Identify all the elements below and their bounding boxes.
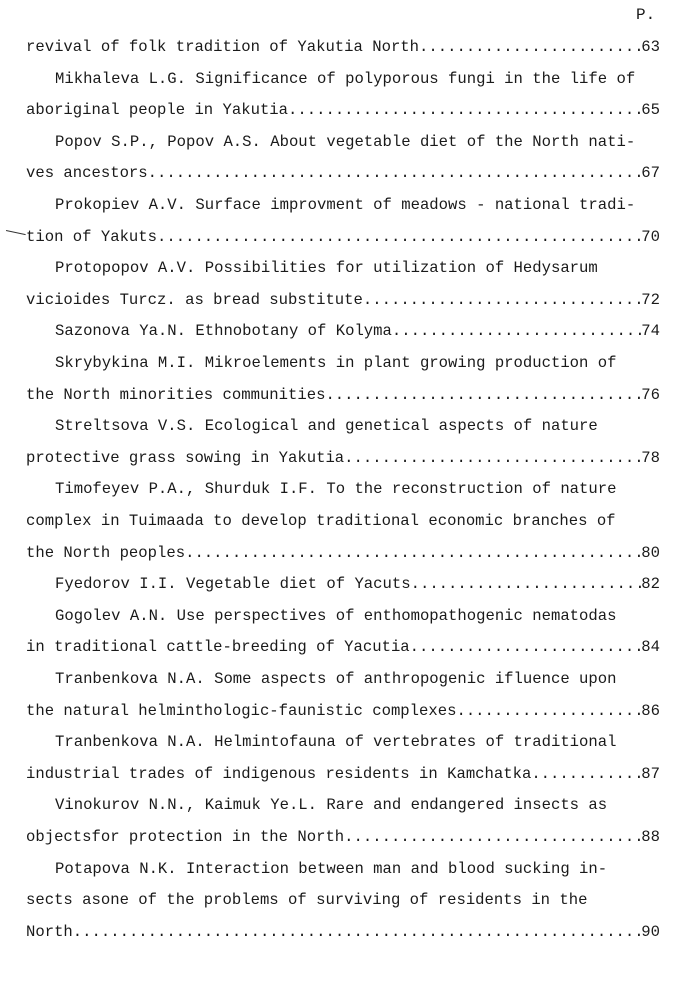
entry-text: Fyedorov I.I. Vegetable diet of Yacuts bbox=[55, 575, 411, 594]
entry-text: Potapova N.K. Interaction between man and blood sucking in- bbox=[55, 859, 608, 878]
page-number: 72 bbox=[641, 290, 660, 309]
entry-text: Gogolev A.N. Use perspectives of enthomopathogenic nematodas bbox=[55, 606, 617, 625]
entry-text: Timofeyev P.A., Shurduk I.F. To the reconstruction of nature bbox=[55, 480, 617, 499]
dot-leader bbox=[148, 158, 642, 188]
toc-entry-line bbox=[55, 127, 660, 157]
entry-text: Streltsova V.S. Ecological and genetical aspects of nature bbox=[55, 417, 598, 436]
entry-text: Popov S.P., Popov A.S. About vegetable diet of the North nati- bbox=[55, 132, 636, 151]
toc-entry-line bbox=[55, 64, 660, 94]
toc-entry-line bbox=[55, 664, 660, 694]
page-number: 88 bbox=[641, 828, 660, 846]
toc-entry-line bbox=[26, 506, 660, 536]
entry-text: sects asone of the problems of surviving of residents in the bbox=[26, 891, 588, 910]
toc-entry-line-with-page bbox=[26, 222, 660, 252]
entry-text: tion of Yakuts bbox=[26, 227, 158, 246]
toc-entry-line bbox=[55, 411, 660, 441]
entry-text: in traditional cattle-breeding of Yacutia bbox=[26, 638, 410, 657]
dot-leader bbox=[363, 285, 641, 315]
toc-entry-line-with-page bbox=[26, 917, 660, 947]
dot-leader bbox=[410, 632, 642, 662]
entry-text: Skrybykina M.I. Mikroelements in plant growing production of bbox=[55, 354, 617, 372]
entry-text: Sazonova Ya.N. Ethnobotany of Kolyma bbox=[55, 322, 392, 341]
page-column-label: P. bbox=[636, 6, 656, 24]
dot-leader bbox=[344, 822, 641, 852]
entry-text: the North minorities communities bbox=[26, 385, 326, 404]
page-number: 86 bbox=[641, 701, 660, 720]
page-number: 87 bbox=[641, 764, 660, 783]
page-number: 84 bbox=[641, 638, 660, 657]
entry-text: Tranbenkova N.A. Helmintofauna of vertebrates of traditional bbox=[55, 733, 617, 752]
margin-pen-mark bbox=[4, 230, 25, 243]
entry-text: protective grass sowing in Yakutia bbox=[26, 448, 345, 467]
page-number: 76 bbox=[641, 385, 660, 404]
entry-text: revival of folk tradition of Yakutia North bbox=[26, 38, 420, 56]
entry-text: Protopopov A.V. Possibilities for utilization of Hedysarum bbox=[55, 259, 598, 278]
entry-text: objectsfor protection in the North bbox=[26, 828, 345, 846]
toc-entry-line bbox=[55, 790, 660, 820]
page-number: 80 bbox=[641, 543, 660, 562]
entry-text: the natural helminthologic-faunistic complexes bbox=[26, 701, 457, 720]
entry-text: Tranbenkova N.A. Some aspects of anthropogenic ifluence upon bbox=[55, 670, 617, 688]
toc-entry-line-with-page bbox=[26, 32, 660, 62]
dot-leader bbox=[185, 538, 641, 568]
page-number: 82 bbox=[641, 575, 660, 594]
toc-entry-line-with-page bbox=[26, 696, 660, 726]
toc-entry-line bbox=[26, 885, 660, 915]
entry-text: vicioides Turcz. as bread substitute bbox=[26, 290, 363, 309]
toc-entry-line bbox=[55, 727, 660, 757]
toc-entry-line-with-page bbox=[26, 158, 660, 188]
page-number: 67 bbox=[641, 164, 660, 183]
entry-text: Mikhaleva L.G. Significance of polyporous fungi in the life of bbox=[55, 69, 636, 88]
entry-text: aboriginal people in Yakutia bbox=[26, 101, 289, 120]
toc-entry-line bbox=[55, 474, 660, 504]
entry-text: North bbox=[26, 922, 73, 941]
entry-text: the North peoples bbox=[26, 543, 186, 562]
entry-text: industrial trades of indigenous residents in Kamchatka bbox=[26, 764, 532, 783]
dot-leader bbox=[392, 316, 641, 346]
dot-leader bbox=[288, 95, 641, 125]
toc-entry-line bbox=[55, 601, 660, 631]
toc-entry-line-with-page bbox=[55, 316, 660, 346]
page-number: 63 bbox=[641, 38, 660, 56]
toc-entry-line bbox=[55, 190, 660, 220]
toc-entry-line-with-page bbox=[26, 285, 660, 315]
page-number: 78 bbox=[641, 448, 660, 467]
entry-text: complex in Tuimaada to develop traditional economic branches of bbox=[26, 512, 616, 530]
toc-entry-line-with-page bbox=[26, 380, 660, 410]
toc-entry-line bbox=[55, 348, 660, 378]
toc-entry-line-with-page bbox=[55, 569, 660, 599]
dot-leader bbox=[325, 380, 641, 410]
toc-entry-line-with-page bbox=[26, 759, 660, 789]
dot-leader bbox=[531, 759, 641, 789]
entry-text: Prokopiev A.V. Surface improvment of meadows - national tradi- bbox=[55, 196, 636, 214]
toc-entry-line-with-page bbox=[26, 632, 660, 662]
page-number: 74 bbox=[641, 322, 660, 341]
page-number: 90 bbox=[641, 922, 660, 941]
dot-leader bbox=[419, 32, 641, 62]
dot-leader bbox=[157, 222, 641, 252]
page-number: 70 bbox=[641, 227, 660, 246]
page-number: 65 bbox=[641, 101, 660, 120]
dot-leader bbox=[411, 569, 642, 599]
entry-text: ves ancestors bbox=[26, 164, 148, 183]
dot-leader bbox=[456, 696, 641, 726]
dot-leader bbox=[344, 443, 641, 473]
toc-entry-line-with-page bbox=[26, 822, 660, 852]
toc-entry-line bbox=[55, 854, 660, 884]
toc-entry-line-with-page bbox=[26, 443, 660, 473]
entry-text: Vinokurov N.N., Kaimuk Ye.L. Rare and endangered insects as bbox=[55, 796, 608, 815]
dot-leader bbox=[73, 917, 641, 947]
toc-entry-line-with-page bbox=[26, 538, 660, 568]
toc-entry-line-with-page bbox=[26, 95, 660, 125]
toc-entry-line bbox=[55, 253, 660, 283]
